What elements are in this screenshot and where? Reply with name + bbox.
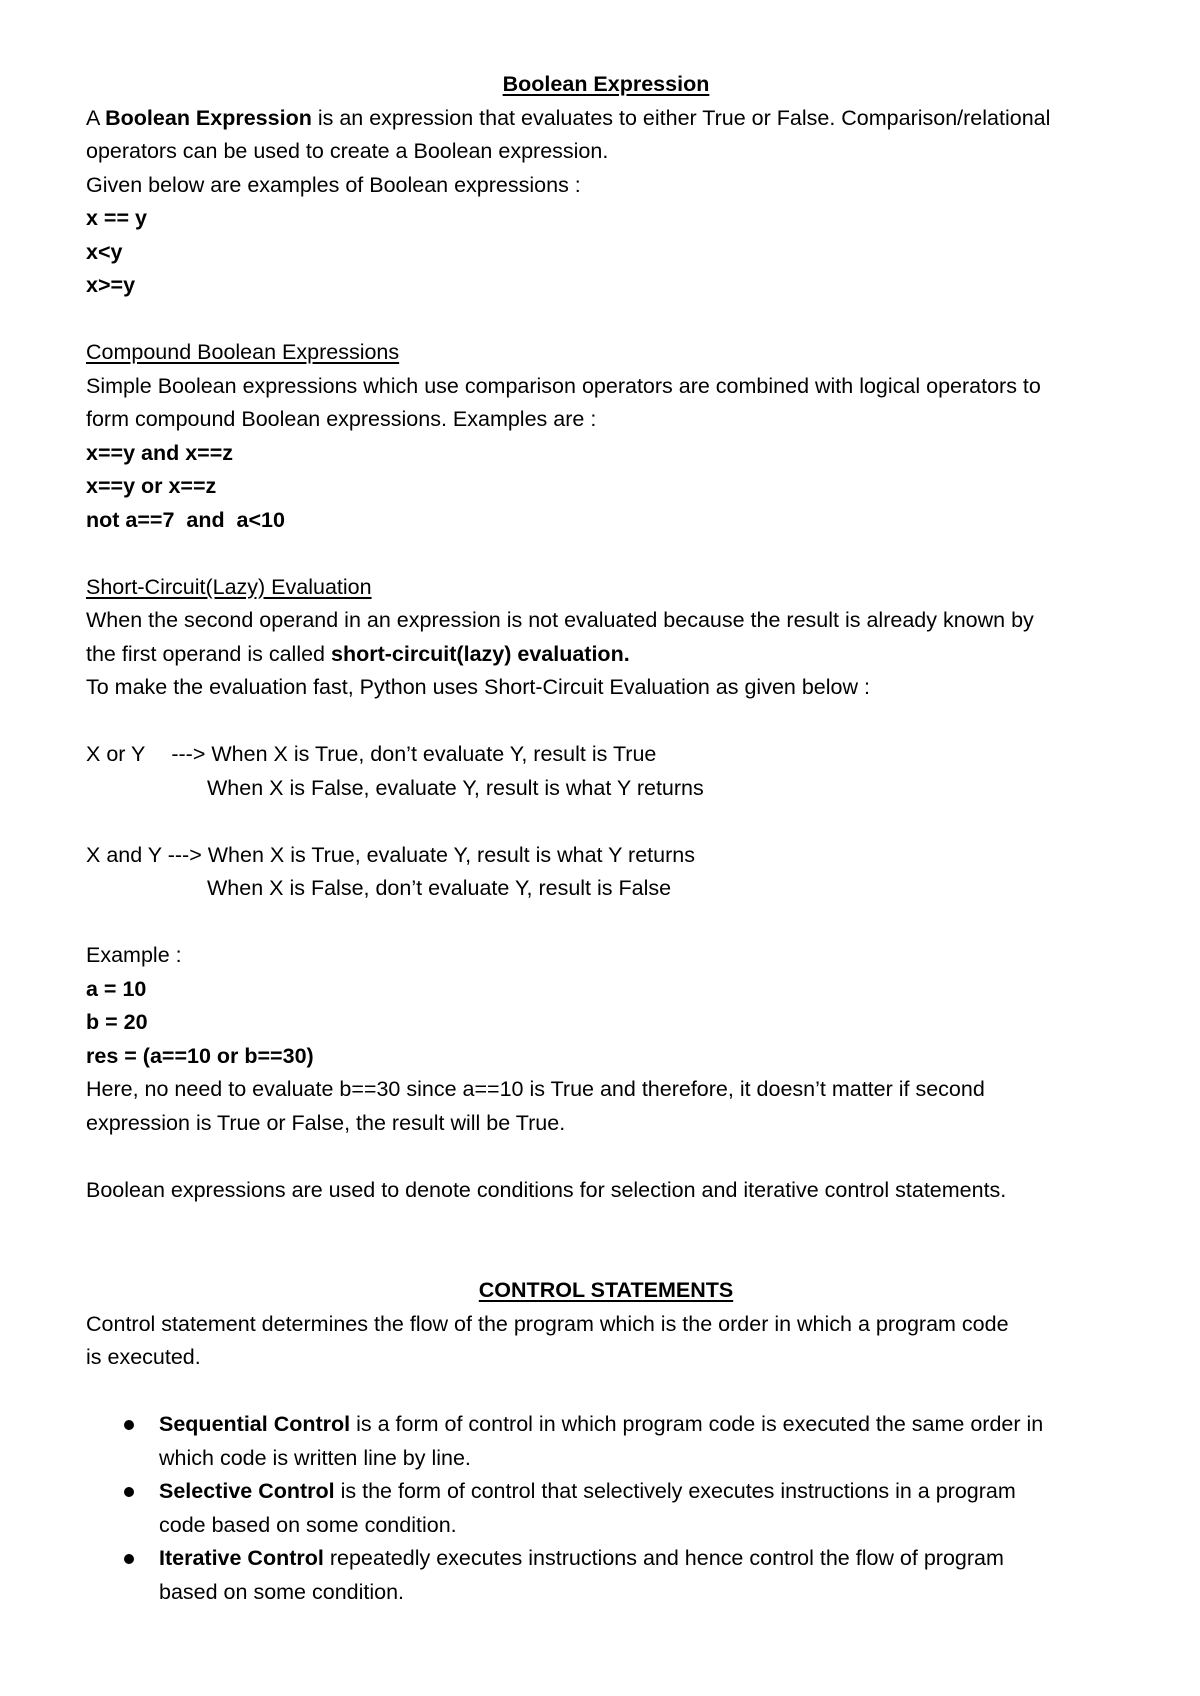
example-label: Example : <box>86 943 182 967</box>
blank-line <box>86 1375 1126 1409</box>
closing-line: Boolean expressions are used to denote conditions for selection and iterative control statements. <box>86 1177 1007 1202</box>
intro-line-1-text: is an expression that evaluates to either True or False. Comparison/relational <box>311 105 1051 130</box>
blank-line <box>86 906 1126 940</box>
or-arrow: ---> <box>171 742 206 766</box>
line-2-prefix: the first operand is called <box>86 641 331 666</box>
bullet-icon <box>124 1487 134 1497</box>
compound-example: x==y and x==z <box>86 440 234 465</box>
short-circuit-title: Short-Circuit(Lazy) Evaluation <box>86 574 372 599</box>
compound-line-1: Simple Boolean expressions which use comparison operators are combined with logical operators to <box>86 373 1041 398</box>
section-heading <box>86 68 1126 102</box>
example-expression: x<y <box>86 239 123 264</box>
blank-line <box>86 1140 1126 1174</box>
and-rule-line-1 <box>86 839 1126 873</box>
line <box>159 1408 1126 1442</box>
list-item <box>86 1542 1126 1609</box>
explain-line-1: Here, no need to evaluate b==30 since a==10 is True and therefore, it doesn’t matter if second <box>86 1077 985 1101</box>
bullet-term: Sequential Control <box>159 1412 351 1436</box>
section-heading <box>86 1274 1126 1308</box>
intro-prefix: A <box>86 105 106 130</box>
and-case-2: When X is False, don’t evaluate Y, result is False <box>207 876 672 900</box>
document-page <box>86 68 1126 1609</box>
bullet-term: Selective Control <box>159 1479 335 1503</box>
blank-line <box>86 303 1126 337</box>
or-rule-line-1 <box>86 738 1126 772</box>
blank-line <box>86 1207 1126 1241</box>
control-line-1: Control statement determines the flow of the program which is the order in which a program code <box>86 1311 1009 1336</box>
bullet-icon <box>124 1420 134 1430</box>
examples-lead: Given below are examples of Boolean expressions : <box>86 172 581 197</box>
or-label: X or Y <box>86 742 146 766</box>
list-item <box>86 1408 1126 1475</box>
bullet-text-continued: code based on some condition. <box>159 1512 457 1537</box>
line <box>159 1475 1126 1509</box>
compound-example: x==y or x==z <box>86 474 217 498</box>
bullet-text-continued: based on some condition. <box>159 1579 405 1604</box>
explain-line-2: expression is True or False, the result will be True. <box>86 1110 566 1135</box>
example-expression: x>=y <box>86 273 136 297</box>
bullet-text-continued: which code is written line by line. <box>159 1445 471 1470</box>
blank-line <box>86 537 1126 571</box>
and-arrow: ---> <box>167 842 202 867</box>
or-case-1: When X is True, don’t evaluate Y, result is True <box>211 742 657 766</box>
control-line-2: is executed. <box>86 1345 201 1369</box>
intro-line-1 <box>86 102 1126 136</box>
list-item <box>86 1475 1126 1542</box>
intro-line-2: operators can be used to create a Boolean expression. <box>86 139 609 163</box>
example-code-line: res = (a==10 or b==30) <box>86 1043 314 1068</box>
example-code-line: a = 10 <box>86 976 147 1001</box>
section-heading <box>86 336 1126 370</box>
and-label: X and Y <box>86 842 162 867</box>
line-2-suffix: . <box>623 641 630 666</box>
control-statements-title: CONTROL STATEMENTS <box>478 1278 734 1302</box>
short-circuit-line-3: To make the evaluation fast, Python uses Short-Circuit Evaluation as given below : <box>86 675 870 699</box>
blank-line <box>86 705 1126 739</box>
boolean-expression-title: Boolean Expression <box>502 72 710 96</box>
bullet-text: repeatedly executes instructions and hence control the flow of program <box>323 1546 1004 1570</box>
bullet-text: is the form of control that selectively executes instructions in a program <box>334 1479 1016 1503</box>
compound-line-2: form compound Boolean expressions. Examples are : <box>86 407 597 431</box>
blank-line <box>86 805 1126 839</box>
intro-bold-term: Boolean Expression <box>105 105 312 130</box>
example-code-line: b = 20 <box>86 1010 148 1034</box>
example-expression: x == y <box>86 206 147 230</box>
or-case-2: When X is False, evaluate Y, result is what Y returns <box>207 775 704 800</box>
short-circuit-term: short-circuit(lazy) evaluation <box>331 641 624 666</box>
bullet-text: is a form of control in which program code is executed the same order in <box>350 1412 1044 1436</box>
and-case-1: When X is True, evaluate Y, result is what Y returns <box>207 842 695 867</box>
blank-line <box>86 1241 1126 1275</box>
compound-title: Compound Boolean Expressions <box>86 340 400 364</box>
control-types-list <box>86 1408 1126 1609</box>
compound-example: not a==7 and a<10 <box>86 507 285 532</box>
short-circuit-line-2 <box>86 638 1126 672</box>
short-circuit-line-1: When the second operand in an expression is not evaluated because the result is already known by <box>86 608 1034 632</box>
bullet-icon <box>124 1554 134 1564</box>
section-heading <box>86 571 1126 605</box>
bullet-term: Iterative Control <box>159 1546 324 1570</box>
line <box>159 1542 1126 1576</box>
